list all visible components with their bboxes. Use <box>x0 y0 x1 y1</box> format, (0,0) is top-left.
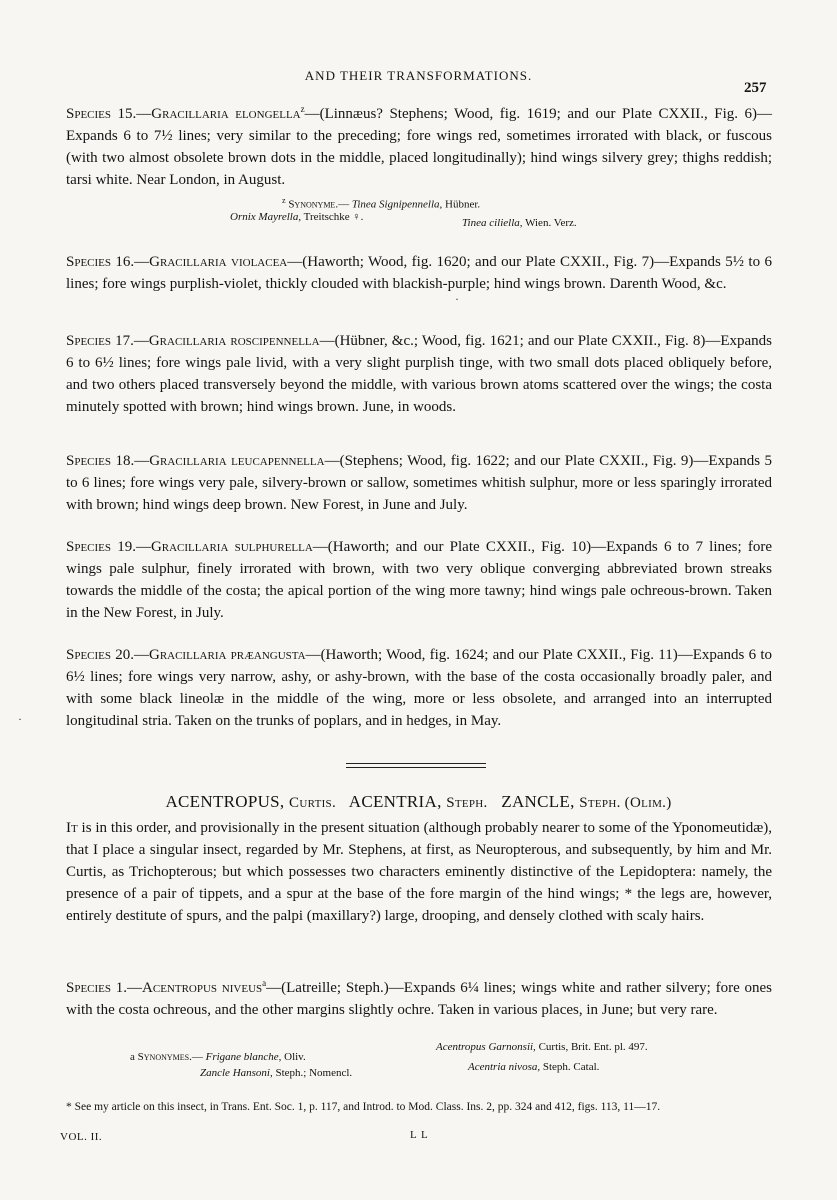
synonym-name: Acentropus Garnonsii, <box>436 1041 536 1053</box>
synonym-author: Curtis, Brit. Ent. pl. 497. <box>538 1041 648 1053</box>
species-20-label: Species 20.—Gracillaria præangusta <box>66 647 306 663</box>
genus-authority: Steph. <box>446 795 488 811</box>
synonym-name: Ornix Mayrella, <box>230 211 302 223</box>
intro-text: is in this order, and provisionally in the present situation (although probably nearer to some of the Yponomeutidæ), that I place a singular insect, regarded by Mr. Stephens, at first, as Neuropterous, and subsequently, by him and Mr. Curtis, as Trichopterous; but which possesses two characters eminently distinctive of the Lepidoptera: namely, the presence of a pair of tippets, and a spur at the base of the fore margin of the hind wings; * the legs are, however, entirely destitute of spurs, and the palpi (maxillary?) large, drooping, and densely clothed with scaly hairs. <box>66 820 772 924</box>
species-20-entry <box>66 644 772 732</box>
print-speck: · <box>18 712 22 726</box>
synonym-name: Tinea Signipennella, <box>351 198 443 211</box>
synonym-marker: z <box>282 196 286 205</box>
section-divider-top <box>346 763 486 764</box>
species-19-entry <box>66 536 772 624</box>
synonym-name: Zancle Hansoni, <box>200 1067 273 1079</box>
species-1-synonym-line-1 <box>130 1050 306 1064</box>
synonym-author: Treitschke ♀. <box>303 211 364 223</box>
species-19-label: Species 19.—Gracillaria sulphurella <box>66 539 313 555</box>
genus-name: ZANCLE, <box>501 792 575 811</box>
species-17-label: Species 17.—Gracillaria roscipennella <box>66 333 320 349</box>
species-1-entry <box>66 972 772 1021</box>
synonym-author: Wien. Verz. <box>525 217 577 229</box>
species-17-entry <box>66 330 772 418</box>
running-head: AND THEIR TRANSFORMATIONS. <box>304 68 533 83</box>
species-15-synonym-line-3 <box>462 216 577 230</box>
species-18-description: —(Stephens; Wood, fig. 1622; and our Plate CXXII., Fig. 9)—Expands 5 to 6 lines; fore wings very pale, silvery-brown or sallow, sometimes whitish sulphur, more or less sparingly irrorated with brown; hind wings deep brown. New Forest, in June and July. <box>66 453 772 513</box>
synonym-author: Oliv. <box>284 1051 306 1063</box>
footnote-marker: a <box>262 978 267 988</box>
species-1-description: —(Latreille; Steph.)—Expands 6¼ lines; wings white and rather silvery; fore ones with the costa ochreous, and the other margins slightly ochre. Taken in various places, in June; but very rare. <box>66 980 772 1018</box>
synonym-marker: a <box>130 1051 135 1063</box>
section-divider-bottom <box>346 767 486 768</box>
species-16-description: —(Haworth; Wood, fig. 1620; and our Plate CXXII., Fig. 7)—Expands 5½ to 6 lines; fore wings purplish-violet, thickly clouded with blackish-purple; hind wings brown. Darenth Wood, &c. <box>66 254 772 292</box>
species-15-description: —(Linnæus? Stephens; Wood, fig. 1619; and our Plate CXXII., Fig. 6)—Expands 6 to 7½ lines; very similar to the preceding; fore wings red, sometimes irrorated with black, or fuscous (with two almost obsolete brown dots in the middle, placed longitudinally); hind wings silvery grey; thighs reddish; tarsi white. Near London, in August. <box>66 106 772 188</box>
synonym-label: Synonymes.— <box>137 1051 203 1063</box>
species-18-label: Species 18.—Gracillaria leucapennella <box>66 453 325 469</box>
species-15-label: Species 15.—Gracillaria elongella <box>66 106 301 122</box>
species-18-entry <box>66 450 772 516</box>
genus-name: ACENTROPUS, <box>165 792 285 811</box>
synonym-name: Frigane blanche, <box>205 1051 282 1063</box>
page-number: 257 <box>744 80 767 96</box>
species-1-label: Species 1.—Acentropus niveus <box>66 980 263 996</box>
genus-introduction <box>66 817 772 927</box>
volume-marker: VOL. II. <box>60 1131 103 1143</box>
synonym-label: Synonyme.— <box>288 198 350 211</box>
genus-heading <box>0 792 837 812</box>
footnote: * See my article on this insect, in Trans. Ent. Soc. 1, p. 117, and Introd. to Mod. Class. Ins. 2, pp. 324 and 412, figs. 113, 11—17. <box>66 1101 661 1113</box>
species-1-synonym-line-4 <box>468 1060 599 1074</box>
species-15-synonym-line-2 <box>230 210 363 224</box>
synonym-author: Hübner. <box>445 198 481 211</box>
species-20-description: —(Haworth; Wood, fig. 1624; and our Plate CXXII., Fig. 11)—Expands 6 to 6½ lines; fore wings very narrow, ashy, or ashy-brown, with the base of the costa occasionally broadly paler, and with some black lineolæ in the middle of the wing, more or less obsolete, and arranged into an interrupted longitudinal stria. Taken on the trunks of poplars, and in hedges, in May. <box>66 647 772 729</box>
synonym-author: Steph. Catal. <box>542 1061 600 1073</box>
genus-name: ACENTRIA, <box>348 792 442 811</box>
species-16-entry <box>66 251 772 295</box>
signature-mark: L L <box>410 1129 429 1141</box>
footnote-marker: z <box>300 104 305 114</box>
synonym-author: Steph.; Nomencl. <box>275 1067 353 1079</box>
synonym-name: Tinea ciliella, <box>462 217 523 229</box>
species-16-label: Species 16.—Gracillaria violacea <box>66 254 288 270</box>
synonym-name: Acentria nivosa, <box>468 1061 541 1073</box>
species-15-entry <box>66 98 772 191</box>
species-1-synonym-line-3 <box>436 1040 648 1054</box>
intro-lead-word: It <box>66 820 78 836</box>
print-speck: · <box>455 292 459 306</box>
genus-authority: Steph. (Olim.) <box>579 795 672 811</box>
species-1-synonym-line-2 <box>200 1066 352 1080</box>
species-19-description: —(Haworth; and our Plate CXXII., Fig. 10)—Expands 6 to 7 lines; fore wings pale sulphur, finely irrorated with brown, with two very oblique converging abbreviated brown streaks towards the middle of the costa; the apical portion of the wing more tawny; hind wings pale ochreous-brown. Taken in the New Forest, in July. <box>66 539 772 621</box>
species-17-description: —(Hübner, &c.; Wood, fig. 1621; and our Plate CXXII., Fig. 8)—Expands 6 to 6½ lines; fore wings pale livid, with a very slight purplish tinge, with two small dots placed obliquely before, and two others placed transversely beyond the middle, with various brown atoms scattered over the wings; the costa minutely spotted with brown; hind wings brown. June, in woods. <box>66 333 772 415</box>
species-15-synonym-line-1 <box>282 194 480 212</box>
genus-authority: Curtis. <box>289 795 337 811</box>
